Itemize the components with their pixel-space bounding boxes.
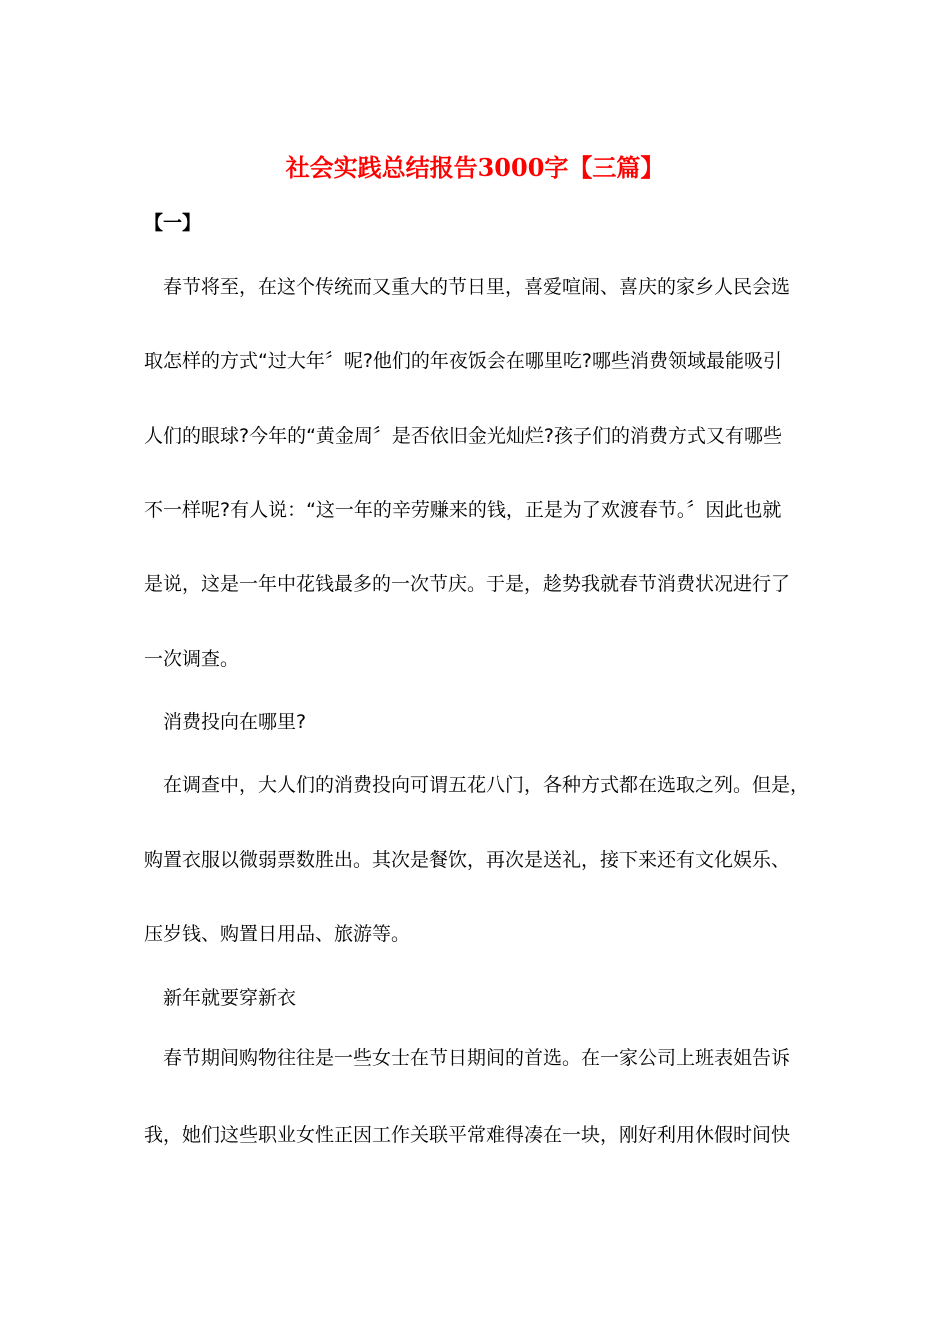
paragraph-line: 是说，这是一年中花钱最多的一次节庆。于是，趁势我就春节消费状况进行了 <box>144 573 791 595</box>
subheading: 消费投向在哪里? <box>163 711 307 733</box>
paragraph-line: 春节将至，在这个传统而又重大的节日里，喜爱喧闹、喜庆的家乡人民会选 <box>163 276 791 298</box>
paragraph-line: 购置衣服以微弱票数胜出。其次是餐饮，再次是送礼，接下来还有文化娱乐、 <box>144 849 791 871</box>
document-title: 社会实践总结报告3000字【三篇】 <box>285 153 665 182</box>
paragraph-line: 压岁钱、购置日用品、旅游等。 <box>144 923 411 945</box>
paragraph-line: 在调查中，大人们的消费投向可谓五花八门，各种方式都在选取之列。但是， <box>163 774 810 796</box>
paragraph-line: 春节期间购物往往是一些女士在节日期间的首选。在一家公司上班表姐告诉 <box>163 1047 791 1069</box>
paragraph-line: 我，她们这些职业女性正因工作关联平常难得凑在一块，刚好利用休假时间快 <box>144 1124 791 1146</box>
paragraph-line: 不一样呢?有人说：“这一年的辛劳赚来的钱，正是为了欢渡春节。〞因此也就 <box>144 499 782 521</box>
paragraph-line: 人们的眼球?今年的“黄金周〞是否依旧金光灿烂?孩子们的消费方式又有哪些 <box>144 425 783 447</box>
section-label: 【一】 <box>144 212 202 234</box>
subheading: 新年就要穿新衣 <box>163 987 297 1009</box>
paragraph-line: 取怎样的方式“过大年〞呢?他们的年夜饭会在哪里吃?哪些消费领域最能吸引 <box>144 350 783 372</box>
paragraph-line: 一次调查。 <box>144 648 240 670</box>
